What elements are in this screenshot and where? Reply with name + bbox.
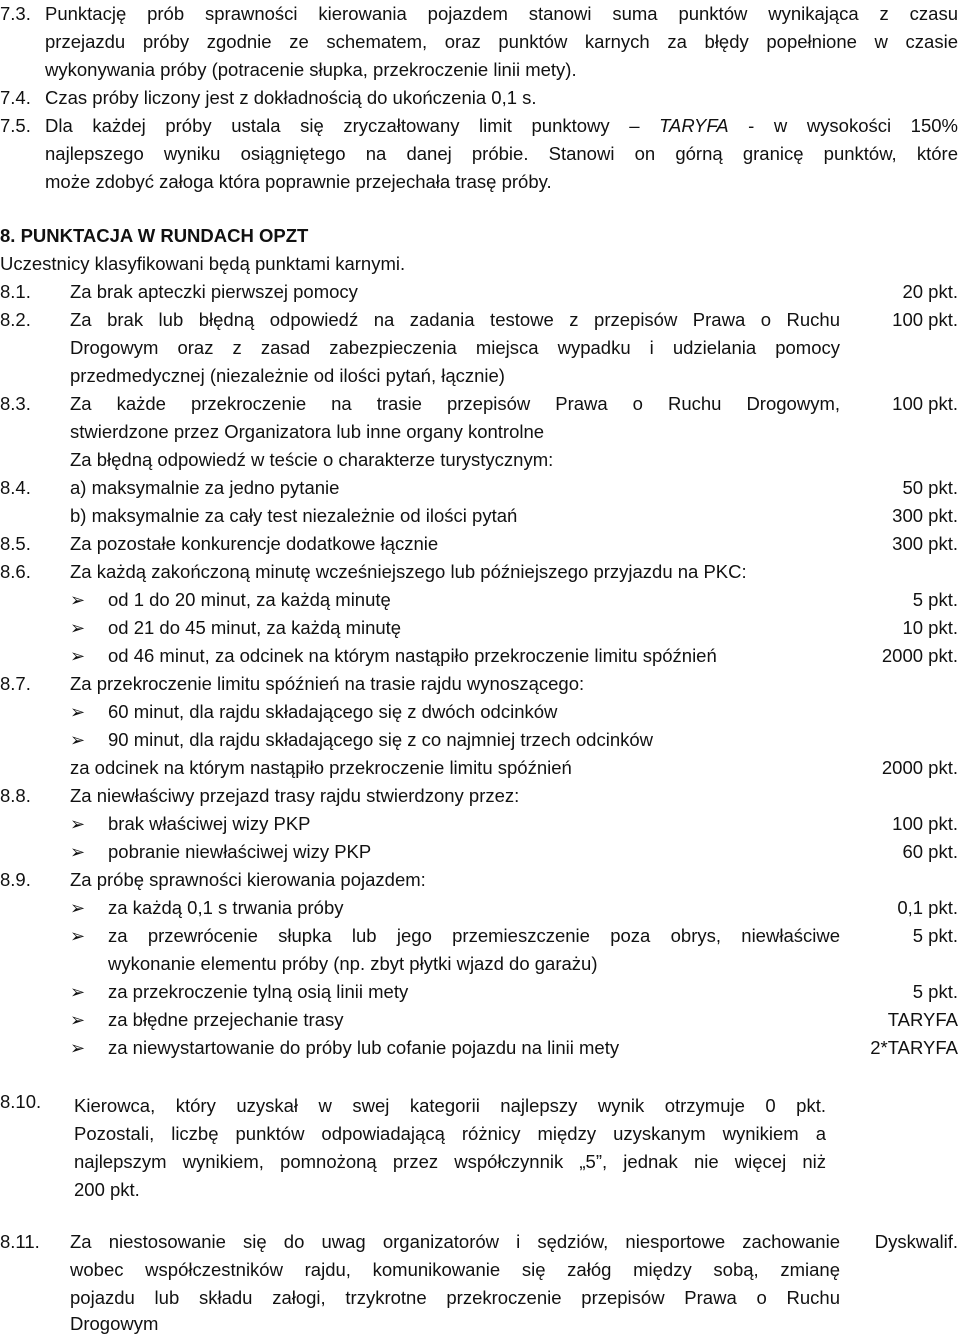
- s88-item-2: pobranie niewłaściwej wizy PKP: [108, 841, 372, 862]
- list-item: [0, 698, 960, 726]
- list-item: [0, 1006, 960, 1034]
- s89-line: [0, 866, 960, 894]
- arrow-bullet-icon: ➢: [70, 618, 86, 638]
- list-item: [0, 894, 960, 922]
- section-intro-text: Uczestnicy klasyfikowani będą punktami karnymi.: [0, 253, 406, 274]
- list-item: [0, 978, 960, 1006]
- s811-number: 8.11.: [0, 1231, 40, 1252]
- s84-item-a: a) maksymalnie za jedno pytanie: [70, 477, 340, 498]
- s811-text-1: Za niestosowanie się do uwag organizatorów i sędziów, niesportowe zachowanie: [70, 1231, 840, 1252]
- s75-number: 7.5.: [0, 115, 31, 136]
- section-intro: [0, 250, 960, 278]
- s85-number: 8.5.: [0, 533, 31, 554]
- s83-points: 100 pkt.: [892, 393, 958, 414]
- s87-line: [0, 670, 960, 698]
- s75-text-1: Dla każdej próby ustala się zryczałtowany limit punktowy – TARYFA - w wysokości 150%: [45, 115, 958, 136]
- s89-item-3-points: 5 pkt.: [912, 981, 958, 1002]
- s87-points: 2000 pkt.: [881, 757, 958, 778]
- s811-line3: [0, 1284, 960, 1312]
- s84-intro: Za błędną odpowiedź w teście o charakterze turystycznym:: [70, 449, 554, 470]
- s89-item-2b: wykonanie elementu próby (np. zbyt płytki wjazd do garażu): [108, 953, 598, 974]
- s85-points: 300 pkt.: [892, 533, 958, 554]
- s810-text-2: Pozostali, liczbę punktów odpowiadającą różnicy między uzyskanym wynikiem a: [74, 1123, 826, 1144]
- s89-item-3: za przekroczenie tylną osią linii mety: [108, 981, 409, 1002]
- s810-text-1: Kierowca, który uzyskał w swej kategorii najlepszy wynik otrzymuje 0 pkt.: [74, 1095, 826, 1116]
- arrow-bullet-icon: ➢: [70, 982, 86, 1002]
- s811-text-2: wobec współczestników rajdu, komunikowanie się załóg między sobą, zmianę: [70, 1259, 840, 1280]
- s87-item-1: 60 minut, dla rajdu składającego się z dwóch odcinków: [108, 701, 558, 722]
- s82-text-1: Za brak lub błędną odpowiedź na zadania testowe z przepisów Prawa o Ruchu: [70, 309, 840, 330]
- s811-text-3: pojazdu lub składu załogi, trzykrotne przekroczenie przepisów Prawa o Ruchu: [70, 1287, 840, 1308]
- section-title: 8. PUNKTACJA W RUNDACH OPZT: [0, 225, 309, 246]
- list-item: [0, 1034, 960, 1062]
- arrow-bullet-icon: ➢: [70, 590, 86, 610]
- s75-line1: [0, 112, 960, 140]
- s89-item-4: za błędne przejechanie trasy: [108, 1009, 344, 1030]
- s86-item-2: od 21 do 45 minut, za każdą minutę: [108, 617, 402, 638]
- s81-text: Za brak apteczki pierwszej pomocy: [70, 281, 358, 302]
- s84-item-b: b) maksymalnie za cały test niezależnie od ilości pytań: [70, 505, 518, 526]
- s82-line1: [0, 306, 960, 334]
- list-item: [0, 642, 960, 670]
- s810-line4: [0, 1176, 960, 1204]
- s811-points: Dyskwalif.: [874, 1231, 958, 1252]
- arrow-bullet-icon: ➢: [70, 646, 86, 666]
- s84-line-b: [0, 502, 960, 530]
- s89-item-2-cont: [0, 950, 960, 978]
- s810-number: 8.10.: [0, 1091, 42, 1112]
- s89-item-2-points: 5 pkt.: [912, 925, 958, 946]
- s82-line2: [0, 334, 960, 362]
- s89-item-1: za każdą 0,1 s trwania próby: [108, 897, 344, 918]
- s83-line1: [0, 390, 960, 418]
- s83-text-2: stwierdzone przez Organizatora lub inne organy kontrolne: [70, 421, 545, 442]
- s811-line4: [0, 1310, 960, 1338]
- s88-item-1-points: 100 pkt.: [892, 813, 958, 834]
- list-item: [0, 838, 960, 866]
- s86-line: [0, 558, 960, 586]
- s811-line1: [0, 1228, 960, 1256]
- s87-item-2: 90 minut, dla rajdu składającego się z co najmniej trzech odcinków: [108, 729, 654, 750]
- s73-text-3: wykonywania próby (potracenie słupka, przekroczenie linii mety).: [45, 59, 577, 80]
- s84-number: 8.4.: [0, 477, 31, 498]
- s74-text: Czas próby liczony jest z dokładnością do ukończenia 0,1 s.: [45, 87, 537, 108]
- s75-line3: [0, 168, 960, 196]
- s89-number: 8.9.: [0, 869, 31, 890]
- s86-item-3-points: 2000 pkt.: [881, 645, 958, 666]
- s83-number: 8.3.: [0, 393, 31, 414]
- s88-text: Za niewłaściwy przejazd trasy rajdu stwierdzony przez:: [70, 785, 520, 806]
- list-item: [0, 922, 960, 950]
- arrow-bullet-icon: ➢: [70, 926, 86, 946]
- s82-points: 100 pkt.: [892, 309, 958, 330]
- list-item: [0, 726, 960, 754]
- s87-number: 8.7.: [0, 673, 31, 694]
- s86-item-1: od 1 do 20 minut, za każdą minutę: [108, 589, 391, 610]
- s74-number: 7.4.: [0, 87, 31, 108]
- s75-line2: [0, 140, 960, 168]
- s82-text-3: przedmedycznej (niezależnie od ilości pytań, łącznie): [70, 365, 505, 386]
- s85-line: [0, 530, 960, 558]
- s73-line1: [0, 0, 960, 28]
- arrow-bullet-icon: ➢: [70, 1010, 86, 1030]
- s810-text-4: 200 pkt.: [74, 1179, 140, 1200]
- s84-intro-line: [0, 446, 960, 474]
- s86-item-1-points: 5 pkt.: [912, 589, 958, 610]
- s86-number: 8.6.: [0, 561, 31, 582]
- s82-number: 8.2.: [0, 309, 31, 330]
- s810-text-3: najlepszym wynikiem, pomnożoną przez współczynnik „5”, jednak nie więcej niż: [74, 1151, 826, 1172]
- s86-item-3: od 46 minut, za odcinek na którym nastąpiło przekroczenie limitu spóźnień: [108, 645, 717, 666]
- s88-line: [0, 782, 960, 810]
- arrow-bullet-icon: ➢: [70, 814, 86, 834]
- s81-line: [0, 278, 960, 306]
- s81-number: 8.1.: [0, 281, 31, 302]
- s84-item-a-points: 50 pkt.: [902, 477, 958, 498]
- s89-item-1-points: 0,1 pkt.: [897, 897, 958, 918]
- s83-line2: [0, 418, 960, 446]
- arrow-bullet-icon: ➢: [70, 1038, 86, 1058]
- list-item: [0, 586, 960, 614]
- s86-text: Za każdą zakończoną minutę wcześniejszego lub późniejszego przyjazdu na PKC:: [70, 561, 747, 582]
- arrow-bullet-icon: ➢: [70, 702, 86, 722]
- s89-text: Za próbę sprawności kierowania pojazdem:: [70, 869, 426, 890]
- s810-line1: [0, 1092, 960, 1120]
- s86-item-2-points: 10 pkt.: [902, 617, 958, 638]
- list-item: [0, 614, 960, 642]
- s810-line3: [0, 1148, 960, 1176]
- arrow-bullet-icon: ➢: [70, 842, 86, 862]
- s82-line3: [0, 362, 960, 390]
- s88-number: 8.8.: [0, 785, 31, 806]
- s73-number: 7.3.: [0, 3, 31, 24]
- section-heading: [0, 222, 960, 250]
- s88-item-1: brak właściwej wizy PKP: [108, 813, 311, 834]
- s87-tail: za odcinek na którym nastąpiło przekroczenie limitu spóźnień: [70, 757, 572, 778]
- s811-line2: [0, 1256, 960, 1284]
- s811-text-4: Drogowym: [70, 1313, 159, 1334]
- s89-item-4-points: TARYFA: [887, 1009, 958, 1030]
- s83-text-1: Za każde przekroczenie na trasie przepisów Prawa o Ruchu Drogowym,: [70, 393, 840, 414]
- s85-text: Za pozostałe konkurencje dodatkowe łącznie: [70, 533, 439, 554]
- s84-line-a: [0, 474, 960, 502]
- s73-line2: [0, 28, 960, 56]
- s84-item-b-points: 300 pkt.: [892, 505, 958, 526]
- s89-item-5-points: 2*TARYFA: [870, 1037, 958, 1058]
- s73-text-1: Punktację prób sprawności kierowania pojazdem stanowi suma punktów wynikająca z czasu: [45, 3, 958, 24]
- arrow-bullet-icon: ➢: [70, 898, 86, 918]
- taryfa-term: TARYFA: [659, 115, 729, 136]
- s87-tail-line: [0, 754, 960, 782]
- s88-item-2-points: 60 pkt.: [902, 841, 958, 862]
- s81-points: 20 pkt.: [902, 281, 958, 302]
- s810-line2: [0, 1120, 960, 1148]
- list-item: [0, 810, 960, 838]
- s73-text-2: przejazdu próby zgodnie ze schematem, oraz punktów karnych za błędy popełnione w czasie: [45, 31, 958, 52]
- s74-line: [0, 84, 960, 112]
- s87-text: Za przekroczenie limitu spóźnień na trasie rajdu wynoszącego:: [70, 673, 585, 694]
- s75-text-3: może zdobyć załoga która poprawnie przejechała trasę próby.: [45, 171, 552, 192]
- s82-text-2: Drogowym oraz z zasad zabezpieczenia miejsca wypadku i udzielania pomocy: [70, 337, 840, 358]
- arrow-bullet-icon: ➢: [70, 730, 86, 750]
- s75-text-2: najlepszego wyniku osiągniętego na danej próbie. Stanowi on górną granicę punktów, które: [45, 143, 958, 164]
- s89-item-5: za niewystartowanie do próby lub cofanie pojazdu na linii mety: [108, 1037, 620, 1058]
- s89-item-2a: za przewrócenie słupka lub jego przemieszczenie poza obrys, niewłaściwe: [108, 925, 840, 946]
- s73-line3: [0, 56, 960, 84]
